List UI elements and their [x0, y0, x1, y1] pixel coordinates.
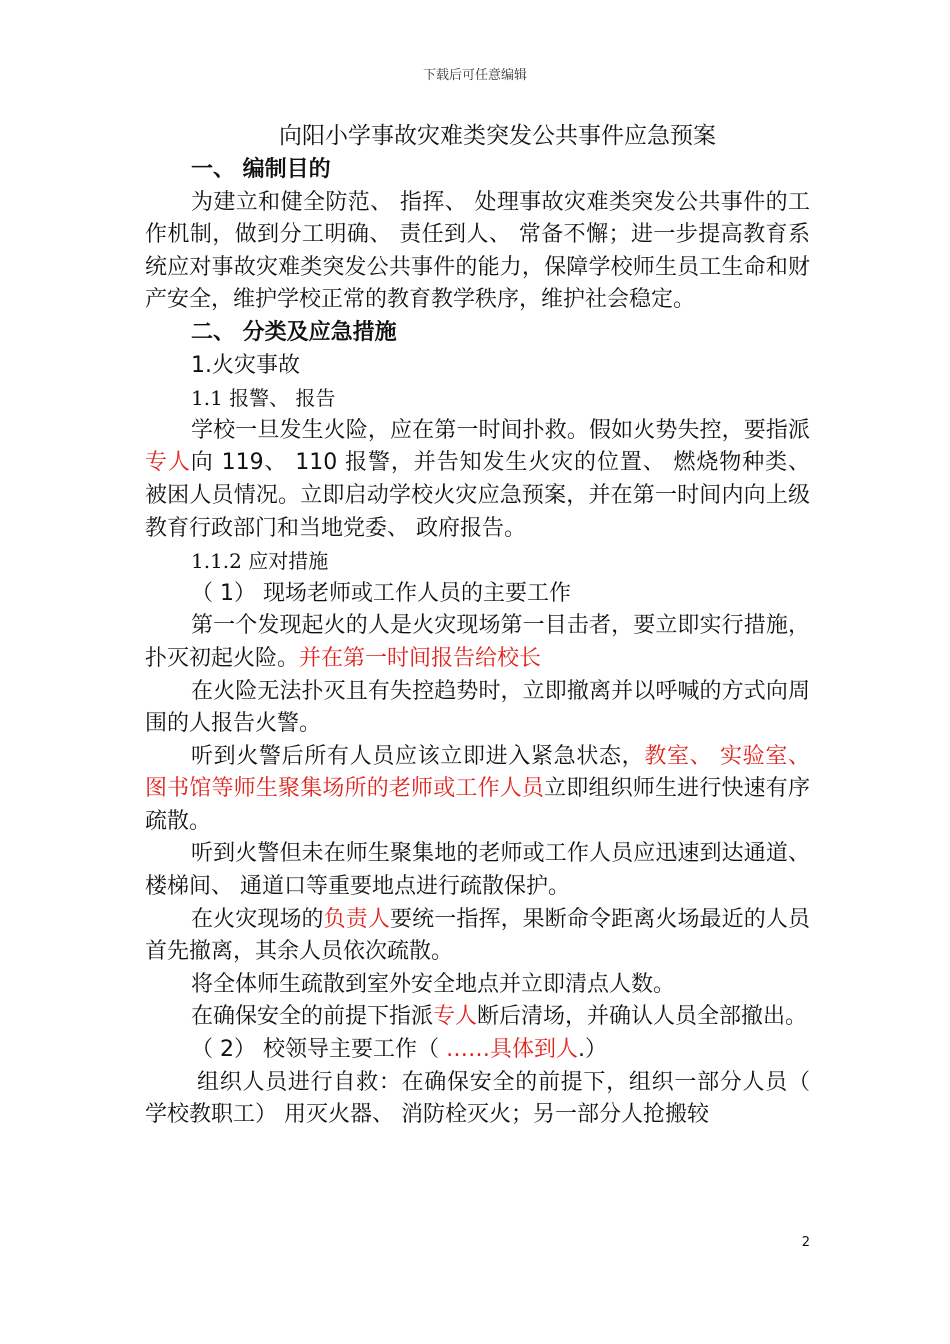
subsection-1-heading: 1.火灾事故: [191, 352, 300, 378]
paragraph-report: [145, 415, 810, 545]
paragraph-first-witness: [145, 610, 810, 675]
text-run: 立即组织师生进行快速有序疏散。: [145, 776, 810, 834]
section-1-paragraph: 为建立和健全防范、 指挥、 处理事故灾难类突发公共事件的工作机制，做到分工明确、 责任到人、 常备不懈；进一步提高教育系统应对事故灾难类突发公共事件的能力，保障学校师生员工生命和财产安全，维护学校正常的教育教学秩序，维护社会稳定。: [145, 189, 810, 313]
text-run: 学校一旦发生火险，应在第一时间扑救。假如火势失控，要指派: [191, 417, 810, 443]
highlight-text: 专人: [433, 1004, 478, 1030]
text-run: （ 2） 校领导主要工作（: [191, 1037, 446, 1063]
text-run: 第一个发现起火的人是火灾现场第一目击者，要立即实行措施，扑灭初起火险。: [145, 613, 810, 671]
paragraph-headcount: 将全体师生疏散到室外安全地点并立即清点人数。: [191, 971, 676, 997]
highlight-text: ……具体到人: [445, 1037, 578, 1063]
section-2-heading: 二、 分类及应急措施: [191, 319, 397, 345]
page-number: 2: [801, 1235, 810, 1250]
document-body: [145, 120, 810, 1132]
section-1-heading: 一、 编制目的: [191, 157, 331, 182]
highlight-text: 专人: [145, 450, 191, 476]
paragraph-passages: 听到火警但未在师生聚集地的老师或工作人员应迅速到达通道、 楼梯间、 通道口等重要地点进行疏散保护。: [145, 841, 810, 900]
paragraph-emergency-state: [145, 741, 810, 839]
text-run: 在火灾现场的: [191, 906, 324, 932]
text-run: 在确保安全的前提下指派: [191, 1004, 434, 1030]
item-2-heading: [145, 1034, 810, 1067]
text-run: 向 119、 110 报警，并告知发生火灾的位置、 燃烧物种类、 被困人员情况。立即启动学校火灾应急预案，并在第一时间内向上级教育行政部门和当地党委、 政府报告。: [145, 450, 810, 541]
paragraph-evacuate: 在火险无法扑灭且有失控趋势时，立即撤离并以呼喊的方式向周围的人报告火警。: [145, 678, 810, 737]
subsection-1-1-heading: 1.1 报警、 报告: [191, 386, 336, 411]
paragraph-commander: [145, 904, 810, 969]
highlight-text: 并在第一时间报告给校长: [299, 645, 542, 671]
text-run: 要统一指挥，果断命令距离火场最近的人员首先撤离，其余人员依次疏散。: [145, 906, 810, 965]
page-header: 下载后可任意编辑: [422, 68, 527, 83]
subsection-1-1-2-heading: 1.1.2 应对措施: [191, 549, 329, 574]
highlight-text: 教室、 实验室、 图书馆等师生聚集场所的老师或工作人员: [145, 743, 810, 802]
document-title: 向阳小学事故灾难类突发公共事件应急预案: [279, 123, 716, 149]
paragraph-self-rescue: 组织人员进行自救：在确保安全的前提下，组织一部分人员（ 学校教职工） 用灭火器、 消防栓灭火；另一部分人抢搬较: [145, 1069, 810, 1128]
paragraph-clearing: [145, 1001, 810, 1034]
text-run: 听到火警后所有人员应该立即进入紧急状态，: [191, 743, 645, 769]
highlight-text: 负责人: [323, 906, 391, 932]
text-run: .）: [578, 1037, 607, 1063]
item-1-heading: （ 1） 现场老师或工作人员的主要工作: [191, 580, 571, 606]
text-run: 断后清场，并确认人员全部撤出。: [477, 1004, 808, 1030]
